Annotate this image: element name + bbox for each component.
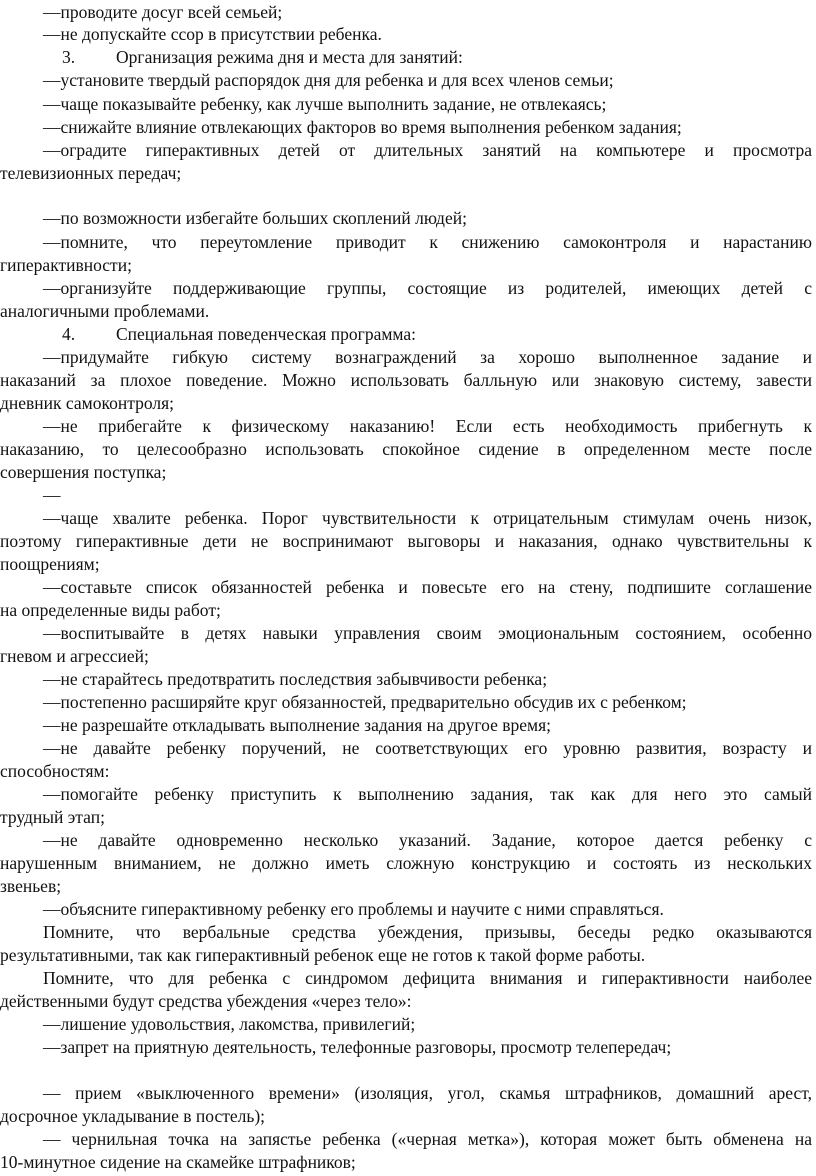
bullet-line: —оградите гиперактивных детей от длительных занятий на компьютере и просмотра bbox=[43, 140, 812, 160]
bullet-line: — bbox=[43, 485, 61, 505]
section-number: 4. bbox=[62, 324, 76, 344]
paragraph-line: Помните, что для ребенка с синдромом дефицита внимания и гиперактивности наиболее bbox=[43, 968, 812, 988]
text-line: телевизионных передач; bbox=[0, 163, 182, 183]
bullet-line: —не прибегайте к физическому наказанию! Если есть необходимость прибегнуть к bbox=[43, 416, 812, 436]
bullet-line: — чернильная точка на запястье ребенка («черная метка»), которая может быть обменена на bbox=[43, 1129, 812, 1149]
text-line: досрочное укладывание в постель); bbox=[0, 1106, 266, 1126]
bullet-line: —лишение удовольствия, лакомства, привилегий; bbox=[43, 1014, 416, 1034]
section-heading: Специальная поведенческая программа: bbox=[116, 324, 416, 344]
text-line: результативными, так как гиперактивный ребенок еще не готов к такой форме работы. bbox=[0, 945, 646, 965]
paragraph-line: Помните, что вербальные средства убеждения, призывы, беседы редко оказываются bbox=[43, 922, 812, 942]
bullet-line: —помогайте ребенку приступить к выполнению задания, так как для него это самый bbox=[43, 784, 812, 804]
bullet-line: —чаще хвалите ребенка. Порог чувствительности к отрицательным стимулам очень низок, bbox=[43, 508, 812, 528]
text-line: совершения поступка; bbox=[0, 462, 167, 482]
text-line: аналогичными проблемами. bbox=[0, 301, 210, 321]
bullet-line: — прием «выключенного времени» (изоляция, угол, скамья штрафников, домашний арест, bbox=[43, 1083, 812, 1103]
text-line: 10-минутное сидение на скамейке штрафников; bbox=[0, 1152, 356, 1172]
text-line: на определенные виды работ; bbox=[0, 600, 221, 620]
bullet-line: —не разрешайте откладывать выполнение задания на другое время; bbox=[43, 715, 551, 735]
bullet-line: —не давайте ребенку поручений, не соответствующих его уровню развития, возрасту и bbox=[43, 738, 812, 758]
bullet-line: —помните, что переутомление приводит к снижению самоконтроля и нарастанию bbox=[43, 232, 812, 252]
text-line: способностям: bbox=[0, 761, 110, 781]
bullet-line: —запрет на приятную деятельность, телефонные разговоры, просмотр телепередач; bbox=[43, 1037, 672, 1057]
bullet-line: —снижайте влияние отвлекающих факторов во время выполнения ребенком задания; bbox=[43, 117, 682, 137]
bullet-line: —объясните гиперактивному ребенку его проблемы и научите с ними справляться. bbox=[43, 899, 664, 919]
text-line: звеньев; bbox=[0, 876, 62, 896]
bullet-line: —не старайтесь предотвратить последствия забывчивости ребенка; bbox=[43, 669, 548, 689]
bullet-line: —не допускайте ссор в присутствии ребенка. bbox=[43, 24, 382, 44]
text-line: наказанию, то целесообразно использовать спокойное сидение в определенном месте после bbox=[0, 439, 812, 459]
section-number: 3. bbox=[62, 47, 76, 67]
text-line: поэтому гиперактивные дети не воспринимают выговоры и наказания, однако чувствительны к bbox=[0, 531, 812, 551]
bullet-line: —проводите досуг всей семьей; bbox=[43, 2, 283, 22]
text-line: действенными будут средства убеждения «через тело»: bbox=[0, 991, 412, 1011]
section-heading: Организация режима дня и места для занятий: bbox=[116, 47, 463, 67]
bullet-line: —чаще показывайте ребенку, как лучше выполнить задание, не отвлекаясь; bbox=[43, 94, 607, 114]
text-line: наказаний за плохое поведение. Можно использовать балльную или знаковую систему, завести bbox=[0, 370, 812, 390]
bullet-line: —придумайте гибкую систему вознаграждений за хорошо выполненное задание и bbox=[43, 347, 812, 367]
bullet-line: —по возможности избегайте больших скоплений людей; bbox=[43, 208, 467, 228]
bullet-line: —установите твердый распорядок дня для ребенка и для всех членов семьи; bbox=[43, 70, 614, 90]
bullet-line: —организуйте поддерживающие группы, состоящие из родителей, имеющих детей с bbox=[43, 278, 812, 298]
text-line: трудный этап; bbox=[0, 807, 105, 827]
text-line: поощрениям; bbox=[0, 554, 100, 574]
bullet-line: —воспитывайте в детях навыки управления своим эмоциональным состоянием, особенно bbox=[43, 623, 812, 643]
bullet-line: —составьте список обязанностей ребенка и повесьте его на стену, подпишите соглашение bbox=[43, 577, 812, 597]
text-line: гневом и агрессией; bbox=[0, 646, 149, 666]
bullet-line: —не давайте одновременно несколько указаний. Задание, которое дается ребенку с bbox=[43, 830, 812, 850]
bullet-line: —постепенно расширяйте круг обязанностей, предварительно обсудив их с ребенком; bbox=[43, 692, 687, 712]
text-line: нарушенным вниманием, не должно иметь сложную конструкцию и состоять из нескольких bbox=[0, 853, 812, 873]
text-line: гиперактивности; bbox=[0, 255, 132, 275]
text-line: дневник самоконтроля; bbox=[0, 393, 174, 413]
